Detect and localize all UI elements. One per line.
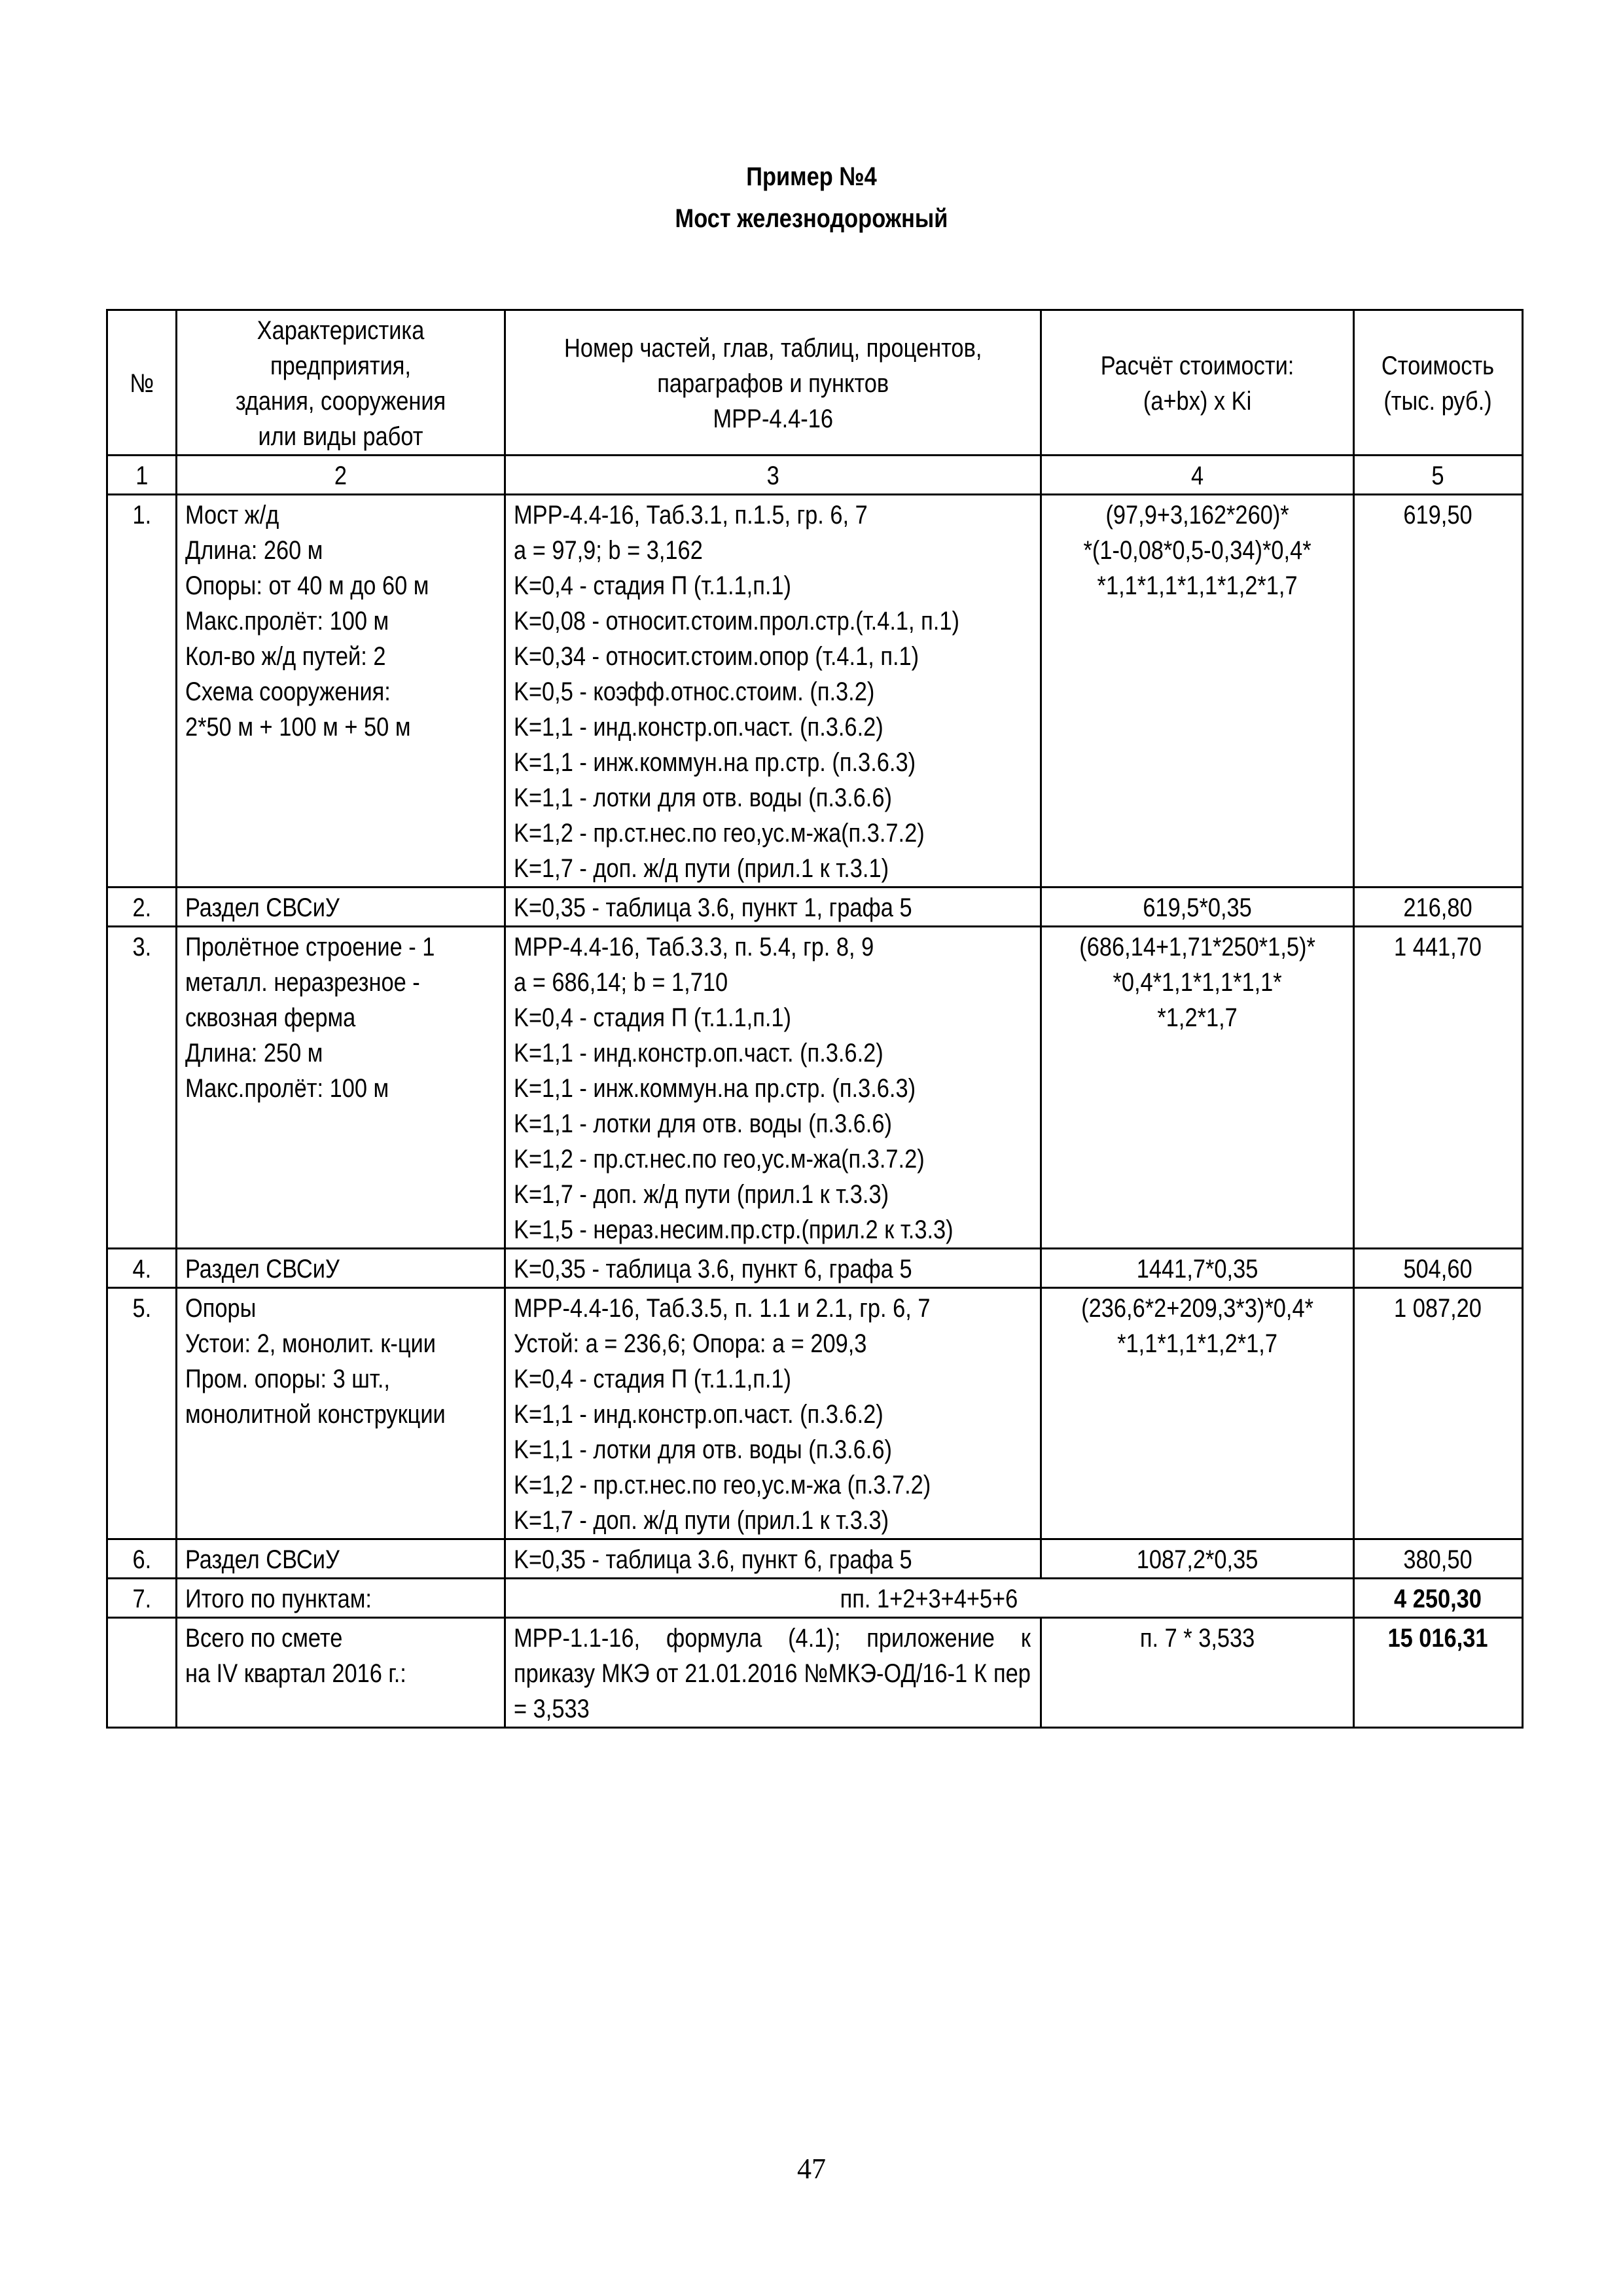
- text-line: K=1,2 - пр.ст.нес.по гео,ус.м-жа(п.3.7.2): [514, 1145, 925, 1174]
- grand-total-row: [107, 1618, 1523, 1728]
- row-number: 6.: [107, 1539, 177, 1579]
- text-line: монолитной конструкции: [185, 1400, 446, 1429]
- text-line: предприятия,: [270, 351, 411, 380]
- text-line: *0,4*1,1*1,1*1,1*: [1113, 968, 1282, 997]
- row-calculation: [1041, 1539, 1353, 1579]
- text-line: Расчёт стоимости:: [1100, 351, 1294, 380]
- text-line: K=1,1 - инж.коммун.на пр.стр. (п.3.6.3): [514, 1074, 916, 1103]
- text-line: K=0,34 - относит.стоим.опор (т.4.1, п.1): [514, 642, 919, 671]
- page-number: 47: [797, 2153, 826, 2185]
- table-body: [107, 310, 1523, 1728]
- row-calculation: [1041, 1249, 1353, 1288]
- text-line: K=1,7 - доп. ж/д пути (прил.1 к т.3.1): [514, 854, 889, 883]
- text-line: здания, сооружения: [235, 387, 446, 416]
- text-line: МРР-4.4-16, Таб.3.5, п. 1.1 и 2.1, гр. 6, 7: [514, 1294, 931, 1323]
- row-number: 4.: [107, 1249, 177, 1288]
- row-references: [505, 1288, 1041, 1539]
- text-line: Раздел СВСиУ: [185, 1255, 340, 1283]
- total-cost: 4 250,30: [1353, 1579, 1522, 1618]
- example-title: Пример №4: [746, 162, 877, 191]
- row-number: 2.: [107, 888, 177, 927]
- text-line: Макс.пролёт: 100 м: [185, 1074, 389, 1103]
- text-line: Схема сооружения:: [185, 677, 391, 706]
- row-cost: 1 087,20: [1353, 1288, 1522, 1539]
- text-line: Опоры: [185, 1294, 257, 1323]
- text-line: на IV квартал 2016 г.:: [185, 1659, 406, 1688]
- table-row: [107, 1539, 1523, 1579]
- row-description: [177, 495, 505, 888]
- column-number: 3: [505, 456, 1041, 495]
- text-line: K=0,4 - стадия П (т.1.1,п.1): [514, 571, 791, 600]
- text-line: Стоимость: [1382, 351, 1495, 380]
- text-line: K=1,5 - нераз.несим.пр.стр.(прил.2 к т.3.3): [514, 1215, 954, 1244]
- grand-total-reference: МРР-1.1-16, формула (4.1); приложение к приказу МКЭ от 21.01.2016 №МКЭ-ОД/16-1 К пер = 3,533: [505, 1618, 1041, 1728]
- text-line: 2*50 м + 100 м + 50 м: [185, 713, 411, 742]
- text-line: МРР-4.4-16, Таб.3.3, п. 5.4, гр. 8, 9: [514, 933, 874, 961]
- text-line: *(1-0,08*0,5-0,34)*0,4*: [1083, 536, 1311, 565]
- grand-total-label: [177, 1618, 505, 1728]
- text-line: K=0,4 - стадия П (т.1.1,п.1): [514, 1365, 791, 1393]
- text-line: (97,9+3,162*260)*: [1105, 501, 1289, 529]
- row-references: [505, 1249, 1041, 1288]
- column-number: 4: [1041, 456, 1353, 495]
- total-label: Итого по пунктам:: [177, 1579, 505, 1618]
- text-line: 1087,2*0,35: [1136, 1545, 1258, 1574]
- text-line: Длина: 250 м: [185, 1039, 323, 1067]
- text-line: Характеристика: [257, 316, 425, 345]
- text-line: МРР-4.4-16: [713, 404, 833, 433]
- row-references: [505, 888, 1041, 927]
- row-number: 1.: [107, 495, 177, 888]
- row-calculation: [1041, 927, 1353, 1249]
- header-cost: [1353, 310, 1522, 456]
- header-characteristic: [177, 310, 505, 456]
- text-line: Устои: 2, монолит. к-ции: [185, 1329, 436, 1358]
- text-line: Кол-во ж/д путей: 2: [185, 642, 386, 671]
- text-line: *1,1*1,1*1,2*1,7: [1116, 1329, 1277, 1358]
- text-line: 619,5*0,35: [1143, 893, 1252, 922]
- text-line: Пролётное строение - 1: [185, 933, 435, 961]
- header-number: №: [107, 310, 177, 456]
- table-row: [107, 495, 1523, 888]
- text-line: Опоры: от 40 м до 60 м: [185, 571, 429, 600]
- row-cost: 216,80: [1353, 888, 1522, 927]
- text-line: Длина: 260 м: [185, 536, 323, 565]
- grand-total-number: [107, 1618, 177, 1728]
- text-line: K=1,2 - пр.ст.нес.по гео,ус.м-жа(п.3.7.2): [514, 819, 925, 848]
- grand-total-cost: 15 016,31: [1353, 1618, 1522, 1728]
- row-description: [177, 927, 505, 1249]
- text-line: Макс.пролёт: 100 м: [185, 607, 389, 636]
- text-line: K=1,1 - лотки для отв. воды (п.3.6.6): [514, 1435, 892, 1464]
- header-references: [505, 310, 1041, 456]
- text-line: K=0,5 - коэфф.относ.стоим. (п.3.2): [514, 677, 875, 706]
- text-line: Пром. опоры: 3 шт.,: [185, 1365, 390, 1393]
- text-line: Мост ж/д: [185, 501, 279, 529]
- text-line: сквозная ферма: [185, 1003, 356, 1032]
- text-line: K=1,1 - лотки для отв. воды (п.3.6.6): [514, 1109, 892, 1138]
- row-calculation: [1041, 495, 1353, 888]
- table-row: [107, 927, 1523, 1249]
- table-header-row: [107, 310, 1523, 456]
- text-line: (тыс. руб.): [1383, 387, 1492, 416]
- text-line: (236,6*2+209,3*3)*0,4*: [1080, 1294, 1313, 1323]
- text-line: Раздел СВСиУ: [185, 1545, 340, 1574]
- total-number: 7.: [107, 1579, 177, 1618]
- text-line: K=1,1 - инд.констр.оп.част. (п.3.6.2): [514, 1039, 883, 1067]
- text-line: металл. неразрезное -: [185, 968, 420, 997]
- text-line: K=0,35 - таблица 3.6, пункт 6, графа 5: [514, 1545, 912, 1574]
- row-description: [177, 1249, 505, 1288]
- column-number: 2: [177, 456, 505, 495]
- text-line: Раздел СВСиУ: [185, 893, 340, 922]
- total-formula: пп. 1+2+3+4+5+6: [505, 1579, 1354, 1618]
- row-calculation: [1041, 888, 1353, 927]
- column-number: 1: [107, 456, 177, 495]
- text-line: K=1,1 - инд.констр.оп.част. (п.3.6.2): [514, 713, 883, 742]
- text-line: 1441,7*0,35: [1136, 1255, 1258, 1283]
- text-line: (a+bx) x Ki: [1143, 387, 1251, 416]
- text-line: Номер частей, глав, таблиц, процентов,: [563, 334, 982, 363]
- text-line: (686,14+1,71*250*1,5)*: [1079, 933, 1315, 961]
- text-line: параграфов и пунктов: [656, 369, 889, 398]
- row-references: [505, 1539, 1041, 1579]
- column-number-row: [107, 456, 1523, 495]
- text-line: K=1,2 - пр.ст.нес.по гео,ус.м-жа (п.3.7.2): [514, 1471, 931, 1499]
- text-line: Устой: a = 236,6; Опора: a = 209,3: [514, 1329, 867, 1358]
- text-line: K=0,35 - таблица 3.6, пункт 1, графа 5: [514, 893, 912, 922]
- row-calculation: [1041, 1288, 1353, 1539]
- text-line: K=1,7 - доп. ж/д пути (прил.1 к т.3.3): [514, 1180, 889, 1209]
- row-number: 5.: [107, 1288, 177, 1539]
- text-line: K=0,4 - стадия П (т.1.1,п.1): [514, 1003, 791, 1032]
- row-cost: 504,60: [1353, 1249, 1522, 1288]
- row-cost: 1 441,70: [1353, 927, 1522, 1249]
- row-cost: 380,50: [1353, 1539, 1522, 1579]
- text-line: K=1,1 - инд.констр.оп.част. (п.3.6.2): [514, 1400, 883, 1429]
- column-number: 5: [1353, 456, 1522, 495]
- row-references: [505, 927, 1041, 1249]
- row-number: 3.: [107, 927, 177, 1249]
- row-cost: 619,50: [1353, 495, 1522, 888]
- text-line: Всего по смете: [185, 1624, 343, 1653]
- text-line: K=1,1 - инж.коммун.на пр.стр. (п.3.6.3): [514, 748, 916, 777]
- text-line: *1,2*1,7: [1157, 1003, 1238, 1032]
- row-description: [177, 1539, 505, 1579]
- text-line: a = 97,9; b = 3,162: [514, 536, 703, 565]
- text-line: МРР-4.4-16, Таб.3.1, п.1.5, гр. 6, 7: [514, 501, 868, 529]
- row-description: [177, 888, 505, 927]
- text-line: a = 686,14; b = 1,710: [514, 968, 728, 997]
- text-line: K=1,1 - лотки для отв. воды (п.3.6.6): [514, 783, 892, 812]
- row-description: [177, 1288, 505, 1539]
- text-line: K=0,35 - таблица 3.6, пункт 6, графа 5: [514, 1255, 912, 1283]
- grand-total-calculation: п. 7 * 3,533: [1041, 1618, 1353, 1728]
- table-row: [107, 1288, 1523, 1539]
- total-row: [107, 1579, 1523, 1618]
- estimate-table: [106, 309, 1524, 1729]
- header-calculation: [1041, 310, 1353, 456]
- example-subtitle: Мост железнодорожный: [675, 204, 948, 233]
- text-line: или виды работ: [258, 422, 423, 451]
- estimate-table-wrapper: [106, 309, 1524, 1729]
- text-line: *1,1*1,1*1,1*1,2*1,7: [1097, 571, 1298, 600]
- table-row: [107, 888, 1523, 927]
- text-line: K=1,7 - доп. ж/д пути (прил.1 к т.3.3): [514, 1506, 889, 1535]
- row-references: [505, 495, 1041, 888]
- table-row: [107, 1249, 1523, 1288]
- text-line: K=0,08 - относит.стоим.прол.стр.(т.4.1, п.1): [514, 607, 959, 636]
